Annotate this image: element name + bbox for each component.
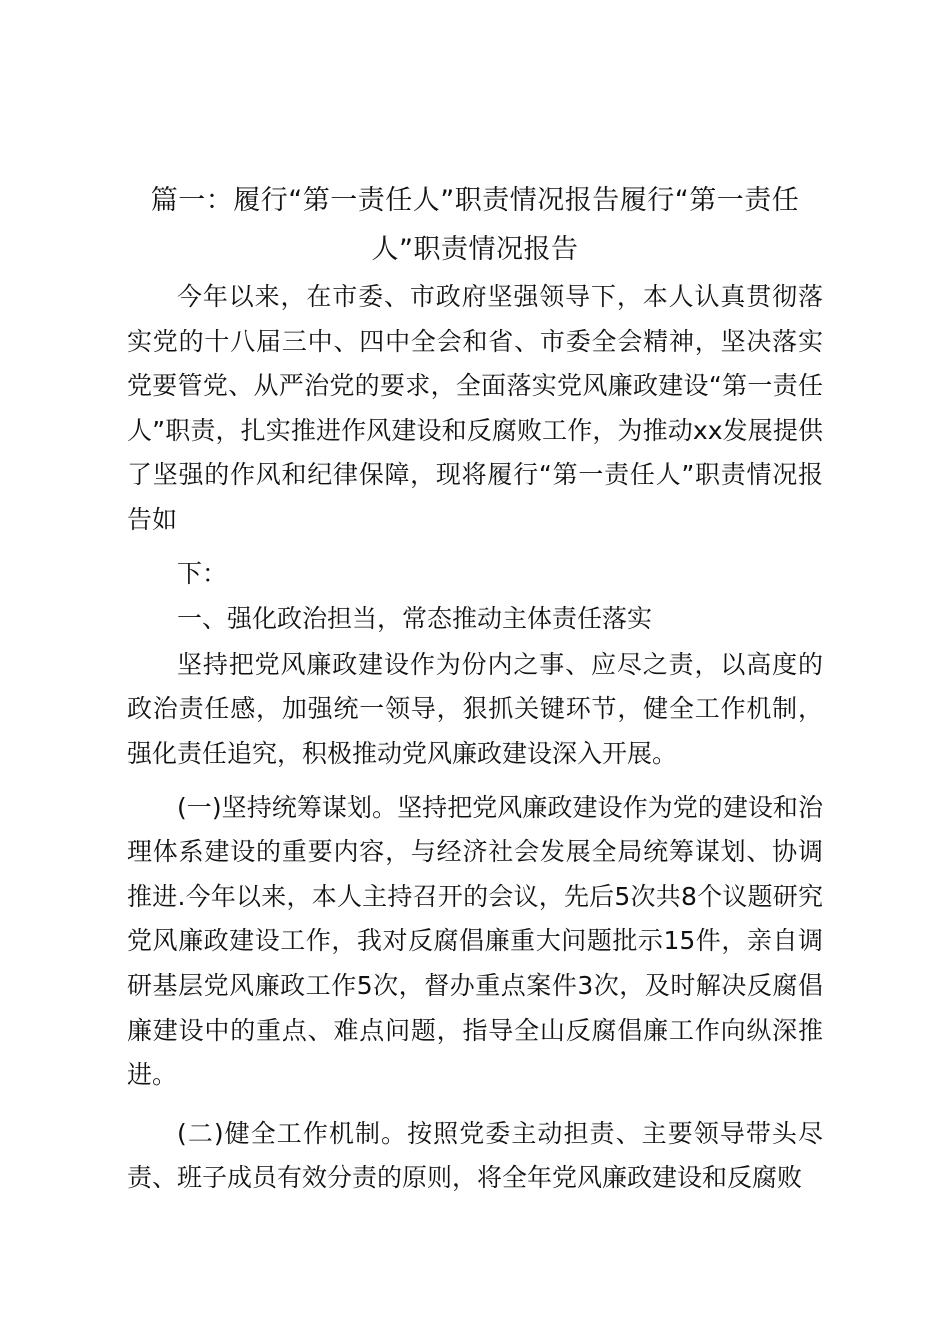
paragraph-section-1: 坚持把党风廉政建设作为份内之事、应尽之责，以高度的政治责任感，加强统一领导，狠抓关键环节，健全工作机制，强化责任追究，积极推动党风廉政建设深入开展。 (127, 649, 823, 768)
document-title: 篇一：履行“第一责任人”职责情况报告履行“第一责任人”职责情况报告 (150, 185, 800, 265)
section-heading-1: 一、强化政治担当，常态推动主体责任落实 (177, 604, 653, 634)
paragraph-intro: 今年以来，在市委、市政府坚强领导下，本人认真贯彻落实党的十八届三中、四中全会和省、市委全会精神，坚决落实党要管党、从严治党的要求，全面落实党风廉政建设“第一责任人”职责，扎实推进作风建设和反腐败工作，为推动xx发展提供了坚强的作风和纪律保障，现将履行“第一责任人”职责情况报告如 (127, 282, 823, 534)
paragraph-subsection-1: (一)坚持统筹谋划。坚持把党风廉政建设作为党的建设和治理体系建设的重要内容，与经济社会发展全局统筹谋划、协调推进.今年以来，本人主持召开的会议，先后5次共8个议题研究党风廉政建设工作，我对反腐倡廉重大问题批示15件，亲自调研基层党风廉政工作5次，督办重点案件3次，及时解决反腐倡廉建设中的重点、难点问题，指导全山反腐倡廉工作向纵深推进。 (127, 792, 823, 1090)
paragraph-subsection-2: (二)健全工作机制。按照党委主动担责、主要领导带头尽责、班子成员有效分责的原则，将全年党风廉政建设和反腐败 (127, 1118, 823, 1193)
paragraph-continuation: 下： (177, 558, 228, 588)
document-body (127, 176, 823, 1201)
